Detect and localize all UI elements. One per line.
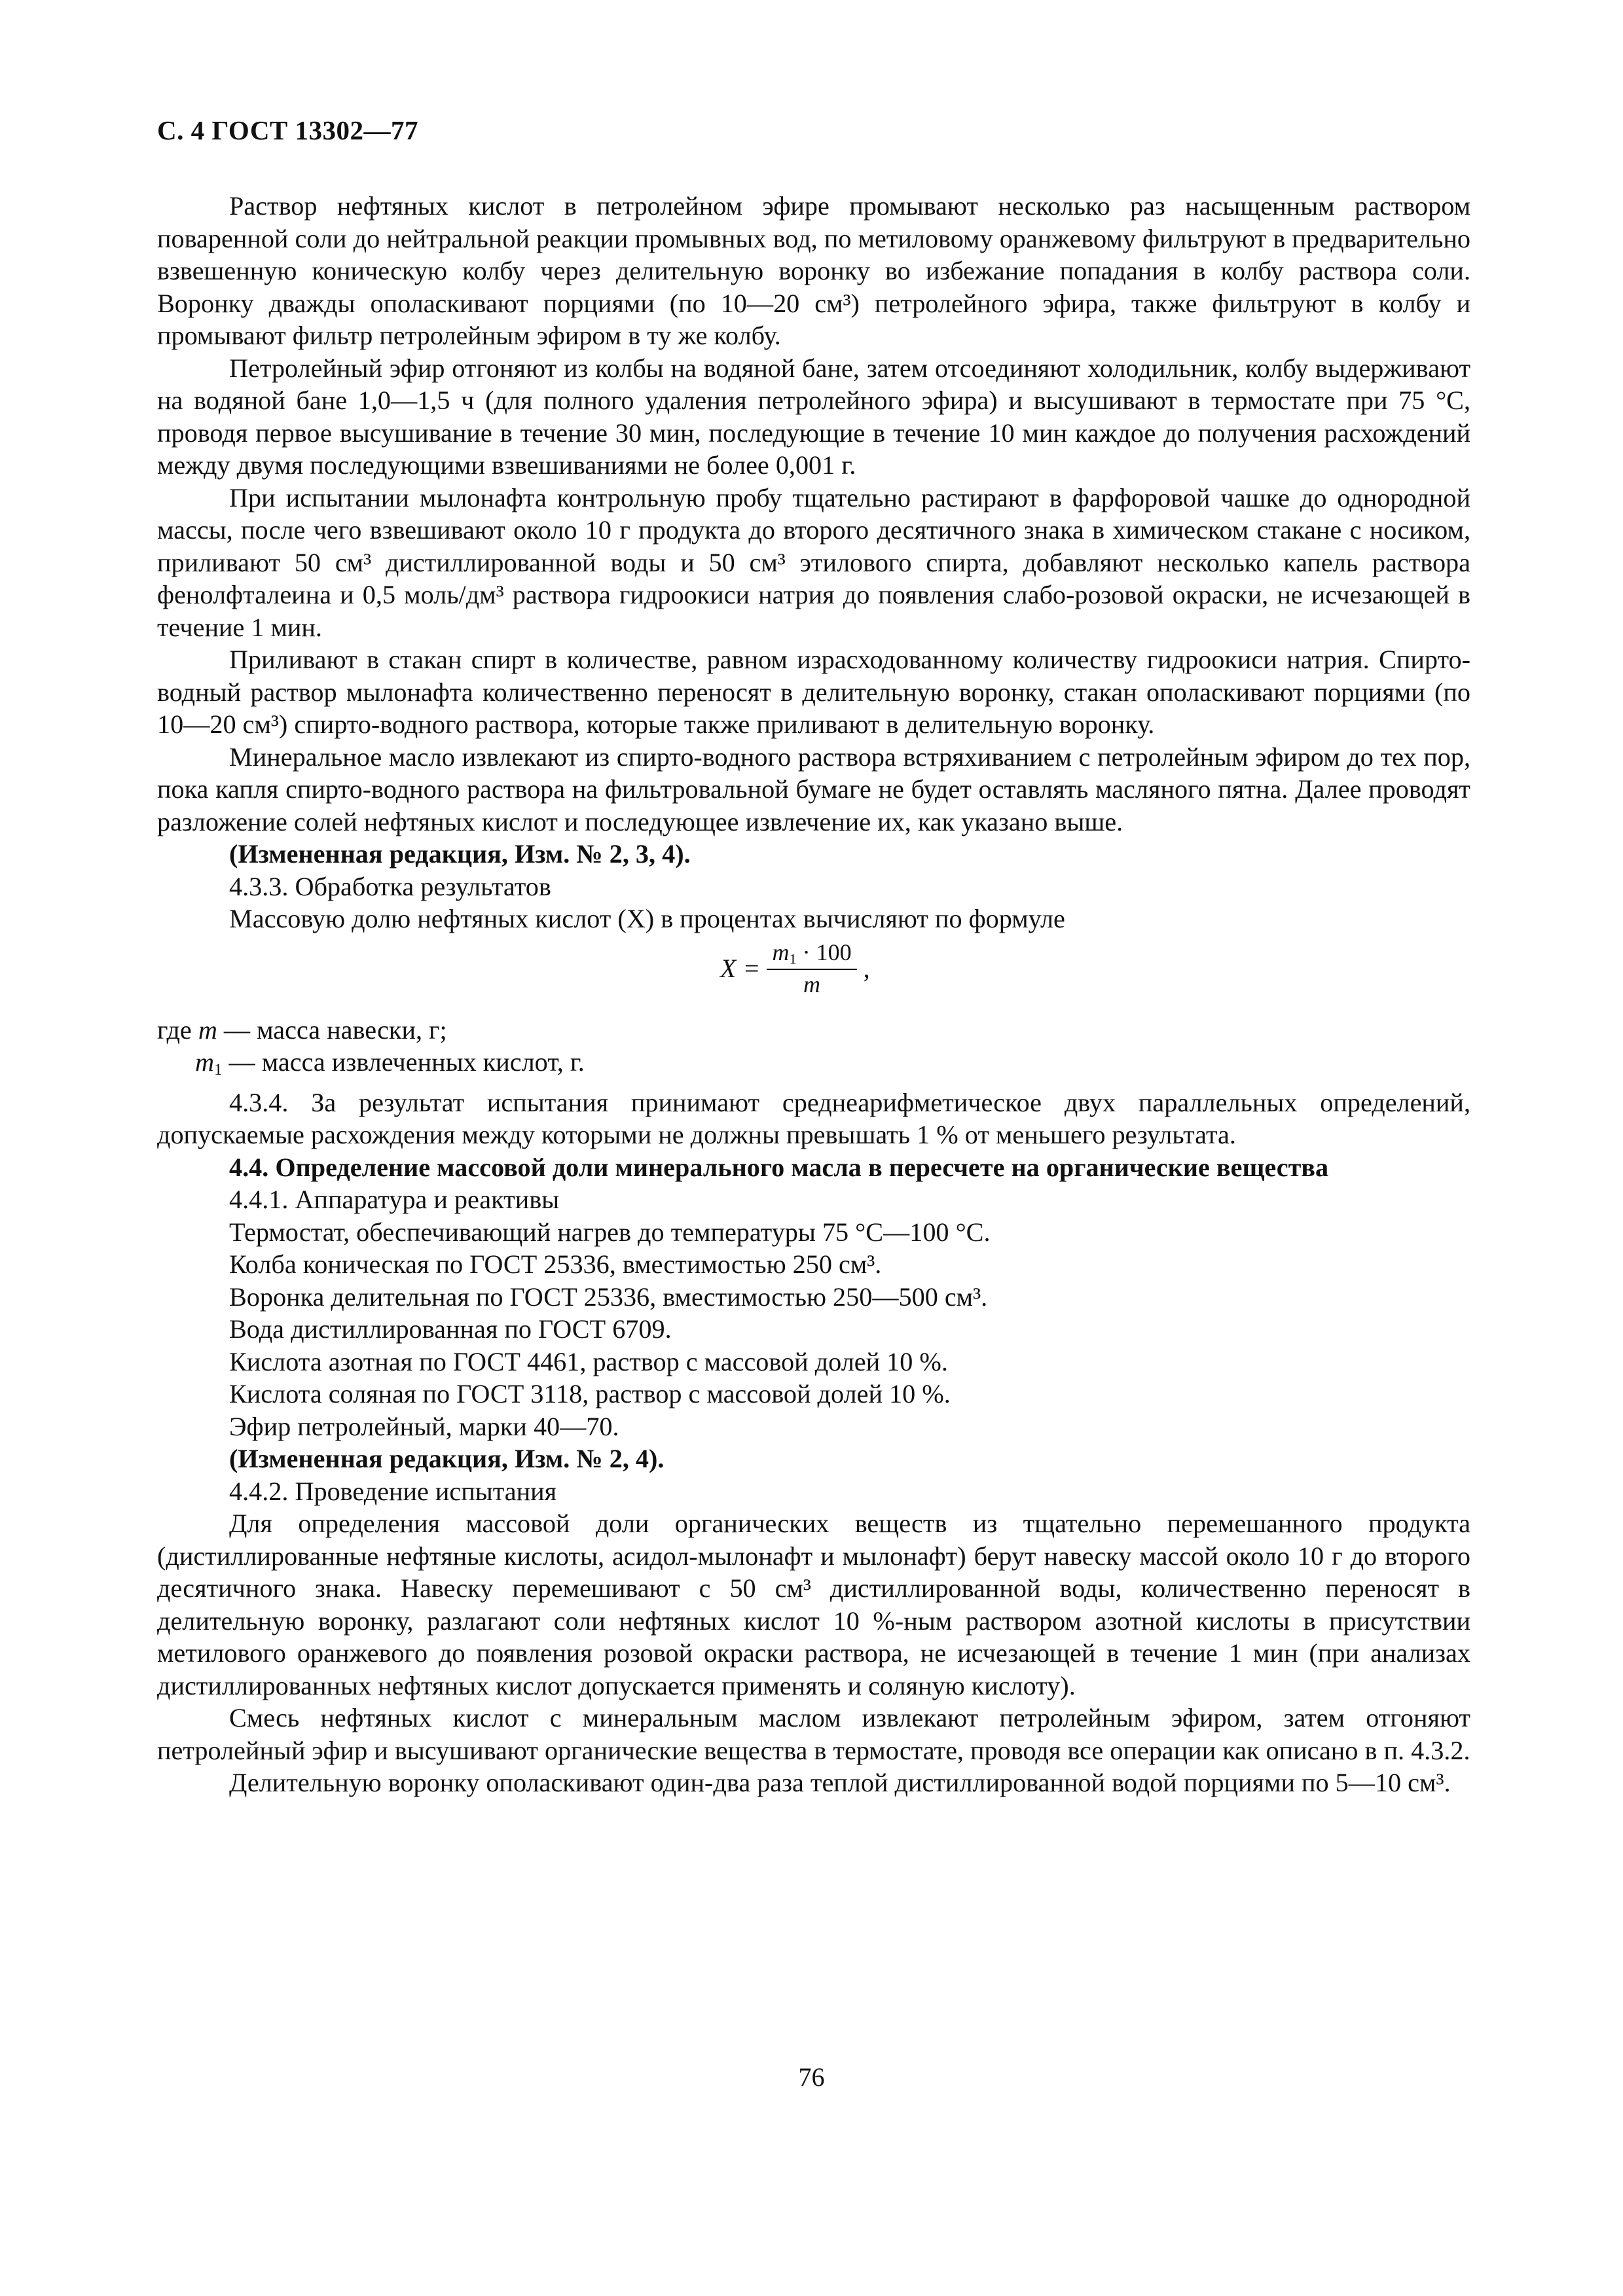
- formula-denominator: [803, 970, 820, 998]
- amendment-note-1: (Измененная редакция, Изм. № 2, 3, 4).: [229, 839, 691, 869]
- where-line-1: [157, 1014, 1470, 1047]
- where-text-2: — масса извлеченных кислот, г.: [222, 1047, 585, 1077]
- page-header: С. 4 ГОСТ 13302—77: [157, 115, 419, 145]
- paragraph-washing: Раствор нефтяных кислот в петролейном эфире промывают несколько раз насыщенным раствором поваренной соли до нейтральной реакции промывных вод, по метиловому оранжевому фильтруют в предварительно взвешенную коническую колбу через делительную воронку во избежание попадания в колбу раствора соли. Воронку дважды ополаскивают порциями (по 10—20 см³) петролейного эфира, также фильтруют в колбу и промывают фильтр петролейным эфиром в ту же колбу.: [157, 191, 1470, 350]
- formula-fraction: [767, 939, 856, 999]
- where-var-m1-sub: 1: [214, 1061, 223, 1079]
- numerator-sub: 1: [789, 950, 797, 967]
- paragraph-organic-matter: Для определения массовой доли органических веществ из тщательно перемешанного продукта (дистиллированные нефтяные кислоты, асидол-мылонафт и мылонафт) берут навеску массой около 10 г до второго десятичного знака. Навеску перемешивают с 50 см³ дистиллированной воды, количественно переносят в делительную воронку, разлагают соли нефтяных кислот 10 %-ным раствором азотной кислоты в присутствии метилового оранжевого до появления розовой окраски раствора, не исчезающей в течение 1 мин (при анализах дистиллированных нефтяных кислот допускается применять и соляную кислоту).: [157, 1509, 1470, 1700]
- paragraph-alcohol-addition: Приливают в стакан спирт в количестве, равном израсходованному количеству гидроокиси натрия. Спирто-водный раствор мылонафта количественно переносят в делительную воронку, стакан ополаскивают порциями (по 10—20 см³) спирто-водного раствора, которые также приливают в делительную воронку.: [157, 645, 1470, 739]
- amendment-note-2: (Измененная редакция, Изм. № 2, 4).: [229, 1444, 665, 1474]
- where-var-m: m: [198, 1014, 217, 1045]
- page-number: 76: [798, 2062, 825, 2092]
- document-body: [157, 190, 1470, 1799]
- where-line-2: [157, 1046, 1470, 1086]
- mass-fraction-formula: [720, 939, 870, 999]
- formula-tail: ,: [863, 954, 870, 984]
- denominator-var: m: [803, 971, 821, 997]
- section-4-3-4: 4.3.4. За результат испытания принимают среднеарифметическое двух параллельных определений, допускаемые расхождения между которыми не должны превышать 1 % от меньшего результата.: [157, 1087, 1470, 1150]
- paragraph-distillation: Петролейный эфир отгоняют из колбы на водяной бане, затем отсоединяют холодильник, колбу выдерживают на водяной бане 1,0—1,5 ч (для полного удаления петролейного эфира) и высушивают в термостате при 75 °С, проводя первое высушивание в течение 30 мин, последующие в течение 10 мин каждое до получения расхождений между двумя последующими взвешиваниями не более 0,001 г.: [157, 353, 1470, 480]
- equipment-item: Кислота соляная по ГОСТ 3118, раствор с массовой долей 10 %.: [229, 1379, 951, 1409]
- equipment-item: Вода дистиллированная по ГОСТ 6709.: [229, 1314, 672, 1344]
- formula-numerator: [767, 939, 856, 970]
- section-4-3-3-heading: 4.3.3. Обработка результатов: [229, 871, 551, 901]
- paragraph-mineral-oil-extraction: Минеральное масло извлекают из спирто-водного раствора встряхиванием с петролейным эфиром до тех пор, пока капля спирто-водного раствора на фильтровальной бумаге не будет оставлять масляного пятна. Далее проводят разложение солей нефтяных кислот и последующее извлечение их, как указано выше.: [157, 742, 1470, 836]
- equipment-item: Кислота азотная по ГОСТ 4461, раствор с массовой долей 10 %.: [229, 1346, 948, 1376]
- where-text-1: — масса навески, г;: [217, 1014, 447, 1045]
- paragraph-extraction: Смесь нефтяных кислот с минеральным маслом извлекают петролейным эфиром, затем отгоняют петролейный эфир и высушивают органические вещества в термостате, проводя все операции как описано в п. 4.3.2.: [157, 1703, 1470, 1765]
- paragraph-rinse: Делительную воронку ополаскивают один-два раза теплой дистиллированной водой порциями по 5—10 см³.: [229, 1768, 1451, 1798]
- section-4-4-2-heading: 4.4.2. Проведение испытания: [229, 1476, 557, 1506]
- numerator-rest: · 100: [796, 939, 852, 965]
- section-4-4-heading: 4.4. Определение массовой доли минерального масла в пересчете на органические вещества: [229, 1152, 1329, 1182]
- paragraph-mylonaft-test: При испытании мылонафта контрольную пробу тщательно растирают в фарфоровой чашке до однородной массы, после чего взвешивают около 10 г продукта до второго десятичного знака в химическом стакане с носиком, приливают 50 см³ дистиллированной воды и 50 см³ этилового спирта, добавляют несколько капель раствора фенолфталеина и 0,5 моль/дм³ раствора гидроокиси натрия до появления слабо-розовой окраски, не исчезающей в течение 1 мин.: [157, 482, 1470, 642]
- equipment-item: Колба коническая по ГОСТ 25336, вместимостью 250 см³.: [229, 1249, 882, 1280]
- where-var-m1: m: [195, 1047, 215, 1077]
- equipment-item: Эфир петролейный, марки 40—70.: [229, 1411, 619, 1441]
- section-4-4-1-heading: 4.4.1. Аппаратура и реактивы: [229, 1185, 560, 1215]
- equipment-item: Воронка делительная по ГОСТ 25336, вместимостью 250—500 см³.: [229, 1282, 988, 1312]
- where-prefix: где: [157, 1014, 198, 1045]
- formula-intro: Массовую долю нефтяных кислот (X) в процентах вычисляют по формуле: [229, 904, 1065, 933]
- formula-lhs: X =: [720, 954, 761, 984]
- equipment-item: Термостат, обеспечивающий нагрев до температуры 75 °С—100 °С.: [229, 1217, 991, 1247]
- formula-block: [157, 935, 1470, 1014]
- numerator-var: m: [772, 939, 790, 965]
